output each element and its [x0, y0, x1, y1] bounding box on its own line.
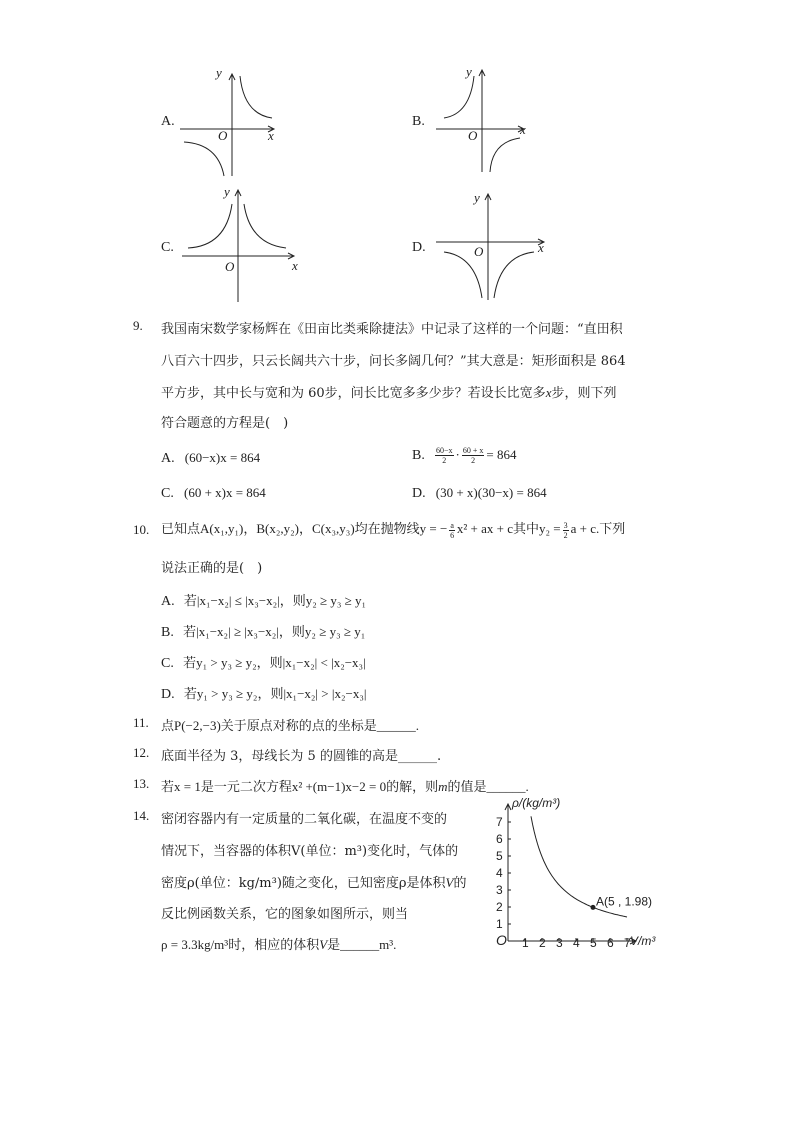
q9-b-tail: = 864 — [486, 447, 517, 462]
q8a-y-label: y — [216, 65, 222, 80]
q9-variable-x: x — [545, 385, 552, 400]
q8c-x-label: x — [292, 258, 298, 273]
q14-variable-v: V — [445, 875, 454, 890]
q14-x-tick-label: 1 — [522, 936, 529, 950]
q9-b-num2: 60 + x — [462, 446, 484, 455]
q10-frac-a6-den: 6 — [450, 530, 455, 540]
q8a-x-label: x — [268, 128, 274, 143]
q9-b-num1: 60−x — [435, 446, 453, 455]
q13-text — [161, 776, 529, 795]
q14-y-tick-label: 1 — [496, 917, 503, 931]
q9-option-b-frac1 — [435, 446, 454, 465]
q10-option-a-text: 若|x₁−x₂| ≤ |x₃−x₂|，则y₂ ≥ y₃ ≥ y₁ — [183, 593, 367, 608]
q10-stem-line2: 说法正确的是( ) — [161, 561, 263, 576]
q9-stem-line4: 符合题意的方程是( ) — [161, 416, 289, 431]
q9-stem-line3-tail: 步，则下列 — [551, 386, 617, 401]
q9-option-b-frac2 — [462, 446, 485, 465]
q10-option-b-text: 若|x₁−x₂| ≥ |x₃−x₂|，则y₂ ≥ y₃ ≥ y₁ — [183, 624, 366, 639]
q10-option-c-text: 若y₁ > y₃ ≥ y₂，则|x₁−x₂| < |x₂−x₃| — [183, 655, 366, 670]
q8c-y-label: y — [224, 184, 230, 199]
q9-stem-line3 — [161, 382, 616, 401]
q10-option-b[interactable] — [161, 621, 365, 641]
q11-text: 点P(−2,−3)关于原点对称的点的坐标是______. — [161, 718, 420, 733]
q14-line2: 情况下，当容器的体积V(单位：m³)变化时，气体的 — [161, 844, 459, 859]
q14-y-tick-label: 6 — [496, 832, 503, 846]
q10-frac-32 — [563, 521, 569, 540]
q14-chart — [488, 790, 668, 955]
q14-y-tick-label: 2 — [496, 900, 503, 914]
q9-stem-line3-text: 平方步，其中长与宽和为 60步，问长比宽多多少步？若设长比宽多 — [161, 386, 546, 401]
q9-option-d-label: D. — [412, 486, 426, 501]
q10-frac-a6-num: a — [450, 520, 454, 530]
q14-x-tick-label: 7 — [624, 936, 631, 950]
q8b-origin: O — [468, 128, 478, 143]
q10-option-c[interactable] — [161, 652, 366, 672]
q8-graph-c — [180, 186, 300, 304]
q13-number: 13. — [133, 776, 150, 791]
q14-variable-v2: V — [319, 937, 328, 952]
q10-option-d-text: 若y₁ > y₃ ≥ y₂，则|x₁−x₂| > |x₂−x₃| — [183, 686, 367, 701]
q10-number: 10. — [133, 522, 150, 537]
q8-graph-d — [432, 190, 552, 302]
q11-number: 11. — [133, 715, 149, 730]
q9-b-den1: 2 — [442, 456, 447, 465]
q14-point-a-label: A(5 , 1.98) — [596, 894, 653, 909]
q14-y-tick-label: 5 — [496, 849, 503, 863]
q9-option-c-label: C. — [161, 486, 174, 501]
q8-graph-b — [430, 62, 540, 174]
q14-point-a — [591, 905, 596, 910]
q8-option-c-label[interactable]: C. — [161, 240, 174, 255]
q8d-x-label: x — [538, 240, 544, 255]
q10-option-d[interactable] — [161, 683, 366, 703]
q10-stem-line1-b: x² + ax + c其中y₂ = — [456, 521, 561, 536]
q8-option-d-label[interactable]: D. — [412, 240, 426, 255]
q14-number: 14. — [133, 808, 150, 823]
q14-line3 — [161, 872, 467, 891]
q9-stem-line1: 我国南宋数学家杨辉在《田亩比类乘除捷法》中记录了这样的一个问题：“直田积 — [161, 322, 623, 337]
q10-frac-32-den: 2 — [563, 530, 568, 540]
q14-x-tick-label: 6 — [607, 936, 614, 950]
q9-option-a[interactable] — [161, 450, 260, 467]
q13-text-a: 若x = 1是一元二次方程x² +(m−1)x−2 = 0的解，则 — [161, 779, 439, 794]
q14-x-tick-label: 5 — [590, 936, 597, 950]
q10-option-c-label: C. — [161, 656, 174, 671]
q14-x-tick-label: 4 — [573, 936, 580, 950]
q10-frac-32-num: 3 — [563, 520, 568, 530]
q10-frac-a6 — [449, 521, 455, 540]
q10-option-a-label: A. — [161, 594, 175, 609]
q10-option-a[interactable] — [161, 590, 366, 610]
q12-number: 12. — [133, 745, 150, 760]
q9-option-d[interactable] — [412, 485, 547, 502]
q9-option-b[interactable] — [412, 446, 516, 465]
q14-line4: 反比例函数关系，它的图象如图所示，则当 — [161, 907, 409, 922]
q9-option-c[interactable] — [161, 485, 266, 502]
q14-origin: O — [496, 932, 507, 948]
q8-graph-a — [180, 66, 290, 178]
q14-y-tick-label: 7 — [496, 815, 503, 829]
q14-y-tick-label: 4 — [496, 866, 503, 880]
q14-line3-a: 密度ρ(单位：kg/m³)随之变化，已知密度ρ是体积 — [161, 876, 446, 891]
q9-option-d-text: (30 + x)(30−x) = 864 — [435, 485, 547, 500]
q9-b-mid: · — [455, 447, 460, 462]
q8-option-b-label[interactable]: B. — [412, 114, 425, 129]
q10-option-d-label: D. — [161, 687, 175, 702]
q9-option-a-label: A. — [161, 451, 175, 466]
q9-b-den2: 2 — [471, 456, 476, 465]
q9-option-a-text: (60−x)x = 864 — [184, 450, 261, 465]
q8-option-a-label[interactable]: A. — [161, 114, 175, 129]
q14-x-tick-label: 2 — [539, 936, 546, 950]
q14-chart-svg — [488, 790, 668, 955]
q10-stem-line1-c: a + c.下列 — [570, 521, 626, 536]
q8b-x-label: x — [520, 122, 526, 137]
q10-stem-line1-a: 已知点A(x₁,y₁)，B(x₂,y₂)，C(x₃,y₃)均在抛物线y = − — [161, 521, 448, 536]
q12-text: 底面半径为 3，母线长为 5 的圆锥的高是______. — [161, 749, 442, 764]
q13-variable-m: m — [438, 779, 448, 794]
q9-number: 9. — [133, 318, 143, 333]
q14-line5 — [161, 934, 396, 953]
q14-line5-a: ρ = 3.3kg/m³时，相应的体积 — [161, 937, 320, 952]
q14-x-axis-label: V/m³ — [630, 934, 656, 948]
q8c-origin: O — [225, 259, 235, 274]
q14-y-axis-label: ρ/(kg/m³) — [512, 796, 561, 810]
q14-line1: 密闭容器内有一定质量的二氧化碳，在温度不变的 — [161, 812, 448, 827]
q14-y-tick-label: 3 — [496, 883, 503, 897]
q9-stem-line2: 八百六十四步，只云长阔共六十步，问长多阔几何？”其大意是：矩形面积是 864 — [161, 354, 626, 369]
q14-line3-b: 的 — [453, 876, 467, 891]
q8b-y-label: y — [466, 64, 472, 79]
q10-option-b-label: B. — [161, 625, 174, 640]
q8d-origin: O — [474, 244, 484, 259]
q13-text-b: 的值是______. — [447, 779, 529, 794]
q14-x-tick-label: 3 — [556, 936, 563, 950]
q8d-y-label: y — [474, 190, 480, 205]
q10-stem-line1 — [161, 518, 625, 540]
q8a-origin: O — [218, 128, 228, 143]
q14-line5-b: 是______m³. — [327, 937, 397, 952]
q9-option-b-label: B. — [412, 448, 425, 463]
q9-option-c-text: (60 + x)x = 864 — [183, 485, 266, 500]
